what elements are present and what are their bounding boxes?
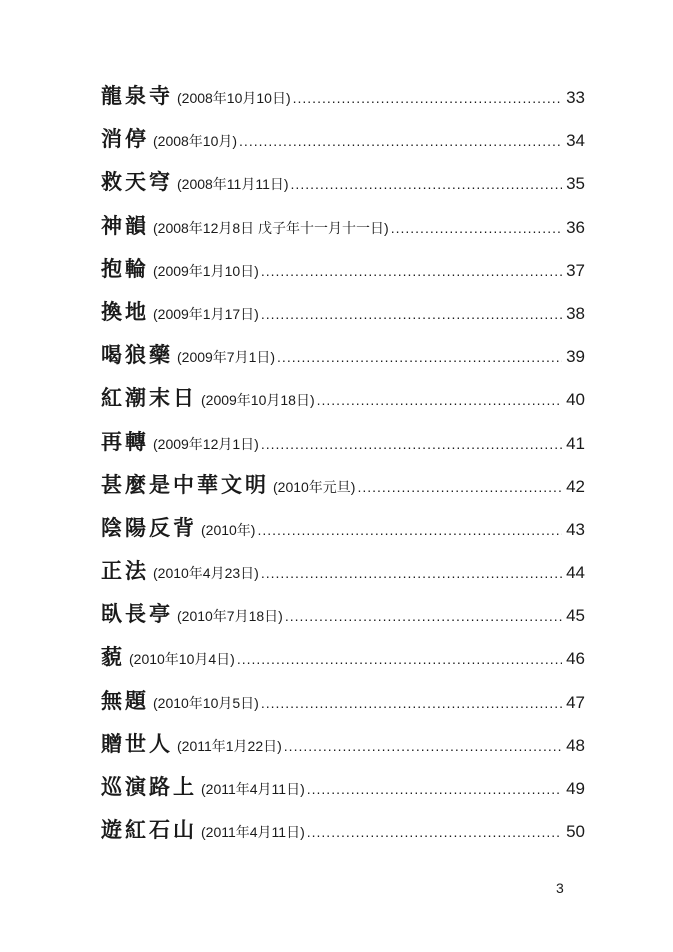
toc-page-number: 44	[566, 563, 585, 583]
toc-title: 臥長亭	[101, 601, 173, 627]
toc-entry[interactable]	[101, 596, 585, 639]
dot-leader	[284, 728, 562, 764]
toc-date: (2010年10月4日)	[129, 651, 235, 668]
toc-page-number: 38	[566, 303, 585, 323]
dot-leader	[307, 771, 562, 807]
toc-entry[interactable]	[101, 683, 585, 726]
toc-date: (2009年7月1日)	[177, 349, 276, 366]
toc-date: (2009年12月1日)	[153, 435, 259, 452]
toc-entry[interactable]	[101, 294, 585, 337]
toc-title: 抱輪	[101, 255, 149, 281]
toc-entry[interactable]	[101, 78, 585, 121]
toc-date: (2009年10月18日)	[201, 392, 315, 409]
table-of-contents	[101, 78, 585, 855]
toc-date: (2008年11月11日)	[177, 176, 289, 193]
dot-leader	[277, 339, 562, 375]
toc-entry[interactable]	[101, 726, 585, 769]
toc-page-number: 41	[566, 433, 585, 453]
toc-entry[interactable]	[101, 424, 585, 467]
toc-title: 救天穹	[101, 169, 173, 195]
dot-leader	[261, 296, 562, 332]
toc-date: (2010年)	[201, 521, 256, 538]
toc-page-number: 49	[566, 779, 585, 798]
toc-page-number: 42	[566, 476, 585, 496]
toc-date: (2011年1月22日)	[177, 737, 282, 754]
toc-title: 無題	[101, 687, 149, 713]
toc-entry[interactable]	[101, 812, 585, 855]
toc-page-number: 45	[566, 606, 585, 626]
toc-date: (2009年1月10日)	[153, 262, 259, 279]
toc-page-number: 40	[566, 390, 585, 410]
toc-entry[interactable]	[101, 553, 585, 596]
toc-title: 巡演路上	[101, 774, 197, 799]
page-number: 3	[556, 880, 564, 896]
toc-title: 喝狼藥	[101, 342, 173, 368]
toc-date: (2010年7月18日)	[177, 608, 283, 625]
dot-leader	[317, 382, 562, 418]
toc-entry[interactable]	[101, 467, 585, 510]
toc-page-number: 48	[566, 735, 585, 755]
toc-entry[interactable]	[101, 510, 585, 553]
toc-title: 贈世人	[101, 730, 173, 756]
toc-date: (2009年1月17日)	[153, 305, 259, 322]
dot-leader	[261, 685, 562, 721]
toc-title: 遊紅石山	[101, 817, 197, 843]
toc-title: 陰陽反背	[101, 514, 197, 540]
toc-page-number: 50	[566, 822, 585, 842]
dot-leader	[307, 814, 562, 850]
toc-title: 再轉	[101, 428, 149, 454]
dot-leader	[391, 210, 562, 246]
toc-date: (2011年4月11日)	[201, 781, 305, 797]
dot-leader	[257, 512, 562, 548]
dot-leader	[293, 80, 562, 116]
toc-title: 消停	[101, 126, 149, 152]
toc-entry[interactable]	[101, 121, 585, 164]
toc-title: 正法	[101, 558, 149, 584]
toc-entry[interactable]	[101, 164, 585, 207]
toc-title: 紅潮末日	[101, 385, 197, 411]
toc-date: (2010年元旦)	[273, 478, 356, 495]
dot-leader	[291, 166, 563, 202]
toc-entry[interactable]	[101, 639, 585, 682]
toc-date: (2008年12月8日 戊子年十一月十一日)	[153, 219, 389, 236]
toc-entry[interactable]	[101, 380, 585, 423]
toc-page-number: 33	[566, 88, 585, 107]
dot-leader	[285, 598, 562, 634]
toc-page-number: 36	[566, 217, 585, 237]
toc-date: (2008年10月10日)	[177, 90, 291, 106]
toc-page-number: 35	[566, 174, 585, 194]
dot-leader	[239, 123, 562, 159]
toc-date: (2010年4月23日)	[153, 565, 259, 582]
toc-title: 神韻	[101, 212, 149, 238]
toc-date: (2011年4月11日)	[201, 824, 305, 841]
toc-page-number: 43	[566, 519, 585, 539]
toc-entry[interactable]	[101, 251, 585, 294]
toc-title: 甚麼是中華文明	[101, 471, 269, 497]
dot-leader	[237, 641, 562, 677]
toc-page-number: 39	[566, 347, 585, 367]
toc-title: 藐	[101, 644, 125, 670]
toc-page-number: 37	[566, 260, 585, 280]
toc-page-number: 46	[566, 649, 585, 669]
toc-date: (2008年10月)	[153, 133, 238, 150]
toc-entry[interactable]	[101, 337, 585, 380]
toc-page-number: 47	[566, 692, 585, 712]
toc-date: (2010年10月5日)	[153, 694, 259, 711]
dot-leader	[261, 555, 562, 591]
toc-entry[interactable]	[101, 208, 585, 251]
dot-leader	[357, 469, 562, 505]
toc-entry[interactable]	[101, 769, 585, 812]
toc-title: 換地	[101, 298, 149, 324]
toc-title: 龍泉寺	[101, 83, 173, 108]
dot-leader	[261, 253, 562, 289]
toc-page-number: 34	[566, 131, 585, 151]
dot-leader	[261, 426, 562, 462]
